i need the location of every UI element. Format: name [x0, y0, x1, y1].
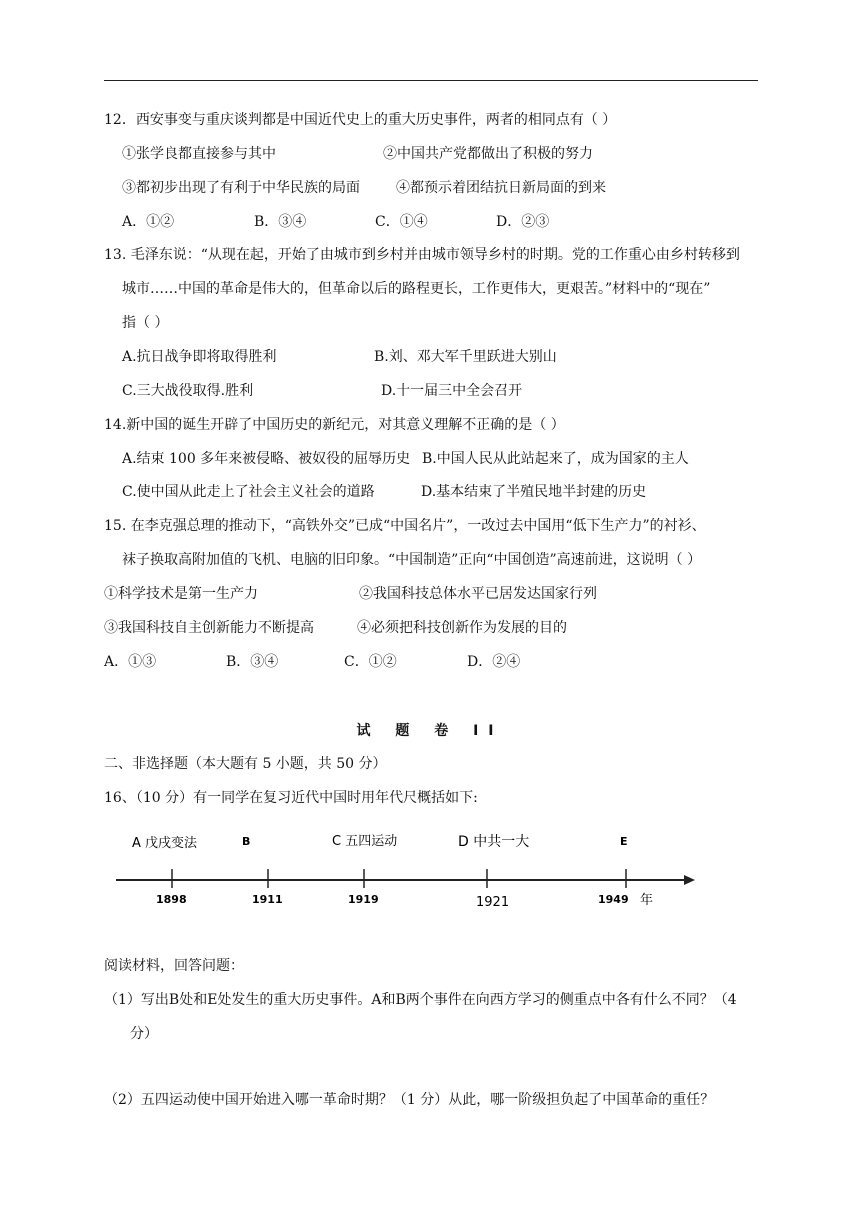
q12-statement-3: ③都初步出现了有利于中华民族的局面: [122, 180, 360, 196]
section-2-heading: 二、非选择题（本大题有 5 小题，共 50 分）: [104, 756, 387, 772]
q15-option-b: B．③④: [226, 654, 279, 670]
read-instruction: 阅读材料，回答问题：: [104, 958, 244, 974]
timeline-arrowhead: [684, 875, 695, 885]
q15-option-d: D．②④: [467, 654, 521, 670]
q12-statement-1: ①张学良都直接参与其中: [122, 146, 276, 162]
q15-statement-1: ①科学技术是第一生产力: [104, 586, 258, 602]
q16-sub2: （2）五四运动使中国开始进入哪一革命时期？（1 分）从此，哪一阶级担负起了中国革命的重任？: [104, 1092, 715, 1108]
q15-stem-line-2: 袜子换取高附加值的飞机、电脑的旧印象。“中国制造”正向“中国创造”高速前进，这说明（ ）: [122, 552, 702, 568]
q14-stem: 14.新中国的诞生开辟了中国历史的新纪元，对其意义理解不正确的是（ ）: [104, 417, 565, 433]
q15-option-a: A．①③: [104, 654, 157, 670]
year-1919: 1919: [348, 893, 379, 906]
year-unit: 年: [640, 893, 654, 908]
q12-statement-4: ④都预示着团结抗日新局面的到来: [396, 180, 606, 196]
q14-option-c: C.使中国从此走上了社会主义社会的道路: [122, 484, 375, 500]
q13-option-d: D.十一届三中全会召开: [381, 383, 523, 399]
q13-stem-line-2: 城市……中国的革命是伟大的，但革命以后的路程更长，工作更伟大，更艰苦。”材料中的“现在”: [122, 281, 711, 297]
q13-option-b: B.刘、邓大军千里跃进大别山: [374, 349, 557, 365]
q15-statement-2: ②我国科技总体水平已居发达国家行列: [359, 586, 597, 602]
q12-stem: 12．西安事变与重庆谈判都是中国近代史上的重大历史事件，两者的相同点有（ ）: [104, 112, 617, 128]
q14-option-d: D.基本结束了半殖民地半封建的历史: [421, 484, 647, 500]
q13-stem-line-1: 13. 毛泽东说：“从现在起，开始了由城市到乡村并由城市领导乡村的时期。党的工作重心由乡村转移到: [104, 247, 740, 263]
event-a: A 戊戌变法: [132, 836, 198, 851]
q16-sub1-line-2: 分）: [130, 1026, 158, 1042]
event-d: D 中共一大: [458, 834, 530, 850]
q13-stem-line-3: 指（ ）: [122, 315, 169, 331]
year-1921: 1921: [476, 895, 510, 910]
year-1949: 1949: [598, 893, 629, 906]
timeline: [0, 822, 860, 922]
q16-sub1-line-1: （1）写出B处和E处发生的重大历史事件。A和B两个事件在向西方学习的侧重点中各有什么不同？（4: [104, 992, 737, 1008]
q15-statement-3: ③我国科技自主创新能力不断提高: [104, 620, 314, 636]
q12-option-b: B．③④: [254, 214, 307, 230]
year-1898: 1898: [156, 893, 187, 906]
event-e: E: [620, 835, 628, 848]
q12-option-d: D．②③: [496, 214, 550, 230]
event-c: C 五四运动: [332, 834, 398, 849]
q15-statement-4: ④必须把科技创新作为发展的目的: [357, 620, 567, 636]
q14-option-a: A.结束 100 多年来被侵略、被奴役的屈辱历史: [122, 451, 411, 467]
q12-statement-2: ②中国共产党都做出了积极的努力: [383, 146, 593, 162]
event-b: B: [242, 835, 251, 848]
header-rule: [104, 80, 758, 81]
q16-stem: 16、（10 分）有一同学在复习近代中国时用年代尺概括如下:: [104, 790, 478, 806]
q13-option-a: A.抗日战争即将取得胜利: [122, 349, 277, 365]
q14-option-b: B.中国人民从此站起来了，成为国家的主人: [422, 451, 689, 467]
q15-stem-line-1: 15. 在李克强总理的推动下，“高铁外交”已成“中国名片”，一改过去中国用“低下生产力”的衬衫、: [104, 518, 706, 534]
year-1911: 1911: [252, 893, 283, 906]
q12-option-c: C．①④: [375, 214, 428, 230]
q13-option-c: C.三大战役取得.胜利: [122, 383, 254, 399]
q15-option-c: C．①②: [344, 654, 397, 670]
q12-option-a: A．①②: [122, 214, 175, 230]
part-2-title: 试 题 卷 II: [356, 723, 504, 739]
